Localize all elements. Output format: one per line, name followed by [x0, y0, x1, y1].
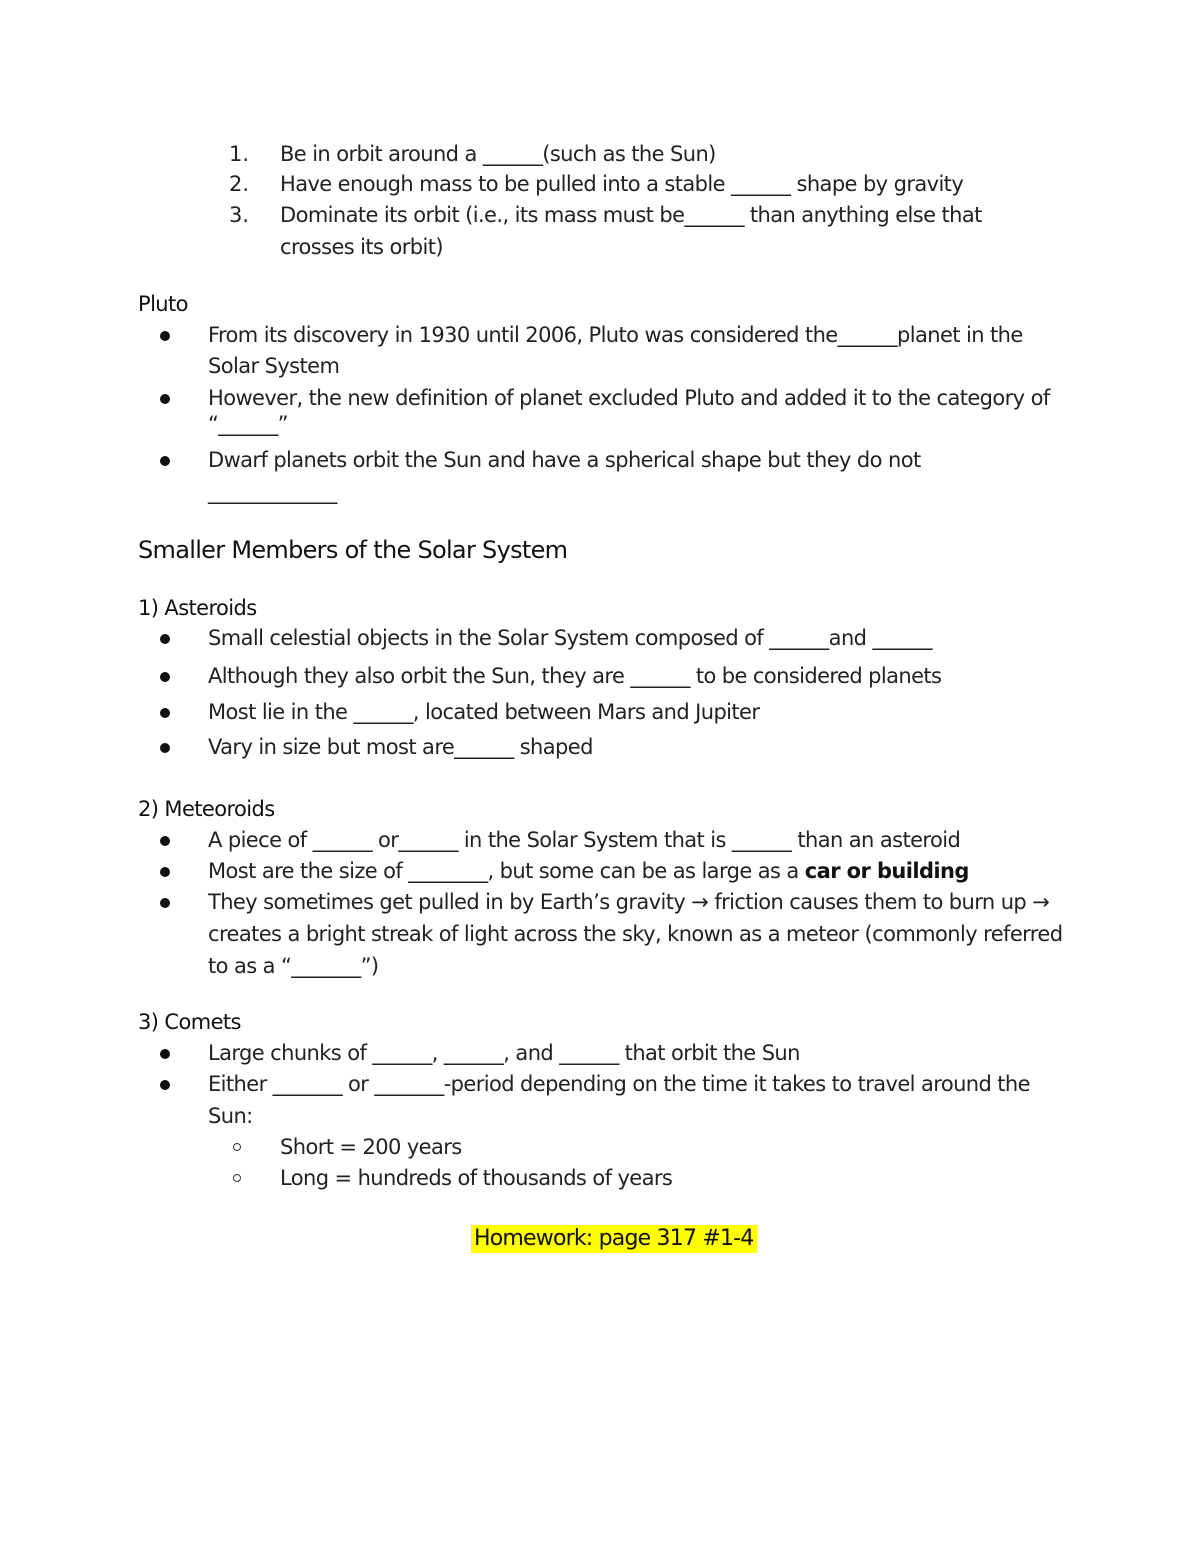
- meteoroids-bullet-1: A piece of ______ or______ in the Solar System that is ______ than an asteroid: [208, 828, 961, 852]
- bullet-icon: [160, 456, 170, 466]
- comets-sub-2: Long = hundreds of thousands of years: [280, 1166, 673, 1190]
- criteria-item-1: Be in orbit around a ______(such as the Sun): [280, 142, 716, 166]
- list-number: 2.: [229, 172, 250, 196]
- meteoroids-bullet-3-cont: creates a bright streak of light across the sky, known as a meteor (commonly referred: [208, 922, 1063, 946]
- meteoroids-bullet-2: [208, 857, 969, 885]
- meteoroids-bullet-2-text: Most are the size of ________, but some can be as large as a: [208, 859, 805, 883]
- bullet-icon: [160, 743, 170, 753]
- asteroids-heading: 1) Asteroids: [138, 596, 257, 620]
- criteria-item-2: Have enough mass to be pulled into a stable ______ shape by gravity: [280, 172, 964, 196]
- list-number: 1.: [229, 142, 250, 166]
- bullet-icon: [160, 1080, 170, 1090]
- pluto-bullet-1: From its discovery in 1930 until 2006, Pluto was considered the______planet in the: [208, 323, 1023, 347]
- comets-heading: 3) Comets: [138, 1010, 241, 1034]
- bullet-icon: [160, 1049, 170, 1059]
- sub-bullet-icon: [233, 1143, 241, 1151]
- meteoroids-heading: 2) Meteoroids: [138, 797, 275, 821]
- pluto-bullet-1-cont: Solar System: [208, 354, 340, 378]
- asteroids-bullet-2: Although they also orbit the Sun, they are ______ to be considered planets: [208, 664, 942, 688]
- list-number: 3.: [229, 203, 250, 227]
- bullet-icon: [160, 394, 170, 404]
- bullet-icon: [160, 708, 170, 718]
- comets-sub-1: Short = 200 years: [280, 1135, 462, 1159]
- bullet-icon: [160, 867, 170, 877]
- bullet-icon: [160, 634, 170, 644]
- sub-bullet-icon: [233, 1174, 241, 1182]
- emphasis-text: car or building: [804, 859, 969, 883]
- pluto-heading: Pluto: [138, 292, 188, 316]
- bullet-icon: [160, 836, 170, 846]
- comets-bullet-2-cont: Sun:: [208, 1104, 253, 1128]
- section-title: Smaller Members of the Solar System: [138, 536, 568, 564]
- pluto-bullet-3-cont: _____________: [208, 480, 337, 504]
- asteroids-bullet-3: Most lie in the ______, located between Mars and Jupiter: [208, 700, 760, 724]
- pluto-bullet-3: Dwarf planets orbit the Sun and have a spherical shape but they do not: [208, 448, 921, 472]
- homework-note: Homework: page 317 #1-4: [471, 1225, 757, 1253]
- bullet-icon: [160, 672, 170, 682]
- comets-bullet-1: Large chunks of ______, ______, and ______ that orbit the Sun: [208, 1041, 800, 1065]
- criteria-item-3-cont: crosses its orbit): [280, 235, 443, 259]
- pluto-bullet-2: However, the new definition of planet excluded Pluto and added it to the category of: [208, 386, 1050, 410]
- asteroids-bullet-1: Small celestial objects in the Solar System composed of ______and ______: [208, 626, 932, 650]
- asteroids-bullet-4: Vary in size but most are______ shaped: [208, 735, 593, 759]
- comets-bullet-2: Either _______ or _______-period depending on the time it takes to travel around the: [208, 1072, 1030, 1096]
- bullet-icon: [160, 898, 170, 908]
- meteoroids-bullet-3: They sometimes get pulled in by Earth’s gravity → friction causes them to burn up →: [208, 890, 1050, 914]
- criteria-item-3: Dominate its orbit (i.e., its mass must be______ than anything else that: [280, 203, 982, 227]
- bullet-icon: [160, 331, 170, 341]
- pluto-bullet-2-cont: “______”: [208, 412, 288, 436]
- meteoroids-bullet-3-cont: to as a “_______”): [208, 954, 379, 978]
